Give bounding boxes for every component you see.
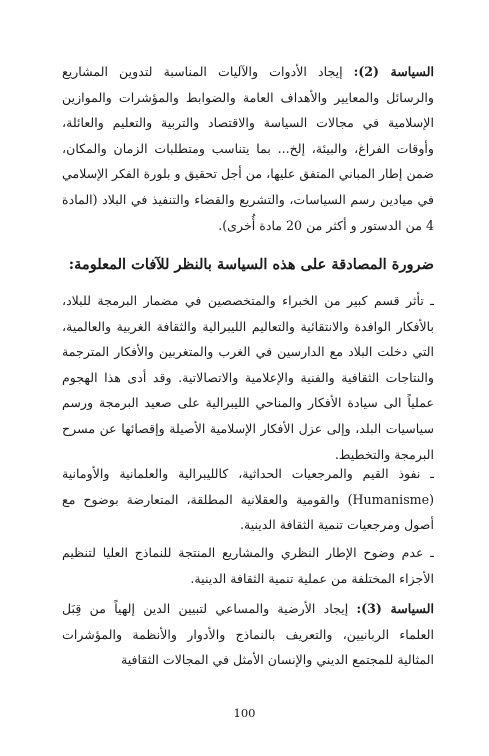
bullet-1	[62, 288, 434, 467]
policy-2-text	[62, 59, 434, 238]
policy-2-paragraph	[62, 59, 434, 238]
policy-2-body: إيجاد الأدوات والآليات المناسبة لتدوين المشاريع والرسائل والمعايير والأهداف العامة والضوابط والمؤشرات والموازين الإسلامية في مجالات السياسة والاقتصاد والتربية والتعليم والعائلة، وأوقات الفراغ، والبيئة، إلخ... بما يتناسب ومتطلبات الزمان والمكان، ضمن إطار المباني المتفق عليها، من أجل تحقيق و بلورة الفكر الإسلامي في ميادين رسم السياسات، والتشريع والقضاء والتنفيذ في البلاد (المادة 4 من الدستور و أكثر من 20 مادة أُخرى).	[62, 64, 434, 233]
policy-3-text	[62, 596, 434, 673]
bullet-1-text: ـ تأثر قسم كبير من الخبراء والمتخصصين في مضمار البرمجة للبلاد، بالأفكار الوافدة والانتقائية والتعاليم الليبرالية والثقافة الغربية والعالمية، التي دخلت البلاد مع الدارسين في الغرب والمتغربين والأفكار المترجمة والنتاجات الثقافية والفنية والإعلامية والاتصالاتية. وقد أدى هذا الهجوم عملياً الى سيادة الأفكار والمناحي الليبرالية على صعيد البرمجة ورسم سياسيات البلد، وإلى عزل الأفكار الإسلامية الأصيلة وإقصائها عن مسرح البرمجة والتخطيط.	[62, 293, 434, 462]
policy-3-paragraph	[62, 596, 434, 673]
bullet-3	[62, 540, 434, 591]
bullet-2	[62, 461, 434, 538]
section-heading: ضرورة المصادقة على هذه السياسة بالنظر للآفات المعلومة:	[68, 256, 434, 273]
bullet-2-text: ـ نفوذ القيم والمرجعيات الحداثية، كالليبرالية والعلمانية والأومانية (Humanisme) والقومية والعقلانية المطلقة، المتعارضة بوضوح مع أصول ومرجعيات تنمية الثقافة الدينية.	[62, 466, 434, 533]
bullet-3-text: ـ عدم وضوح الإطار النظري والمشاريع المنتجة للنماذج العليا لتنظيم الأجزاء المختلفة من عملية تنمية الثقافة الدينية.	[62, 545, 434, 586]
policy-3-label: السياسة (3):	[356, 601, 434, 616]
page-number: 100	[233, 706, 256, 720]
policy-2-label: السياسة (2):	[353, 64, 434, 79]
policy-3-body: إيجاد الأرضية والمساعي لتبيين الدين إلهياً من قِبَل العلماء الربانيين، والتعريف بالنماذج والأدوار والأنظمة والمؤشرات المثالية للمجتمع الديني والإنسان الأمثل في المجالات الثقافية	[62, 601, 434, 668]
